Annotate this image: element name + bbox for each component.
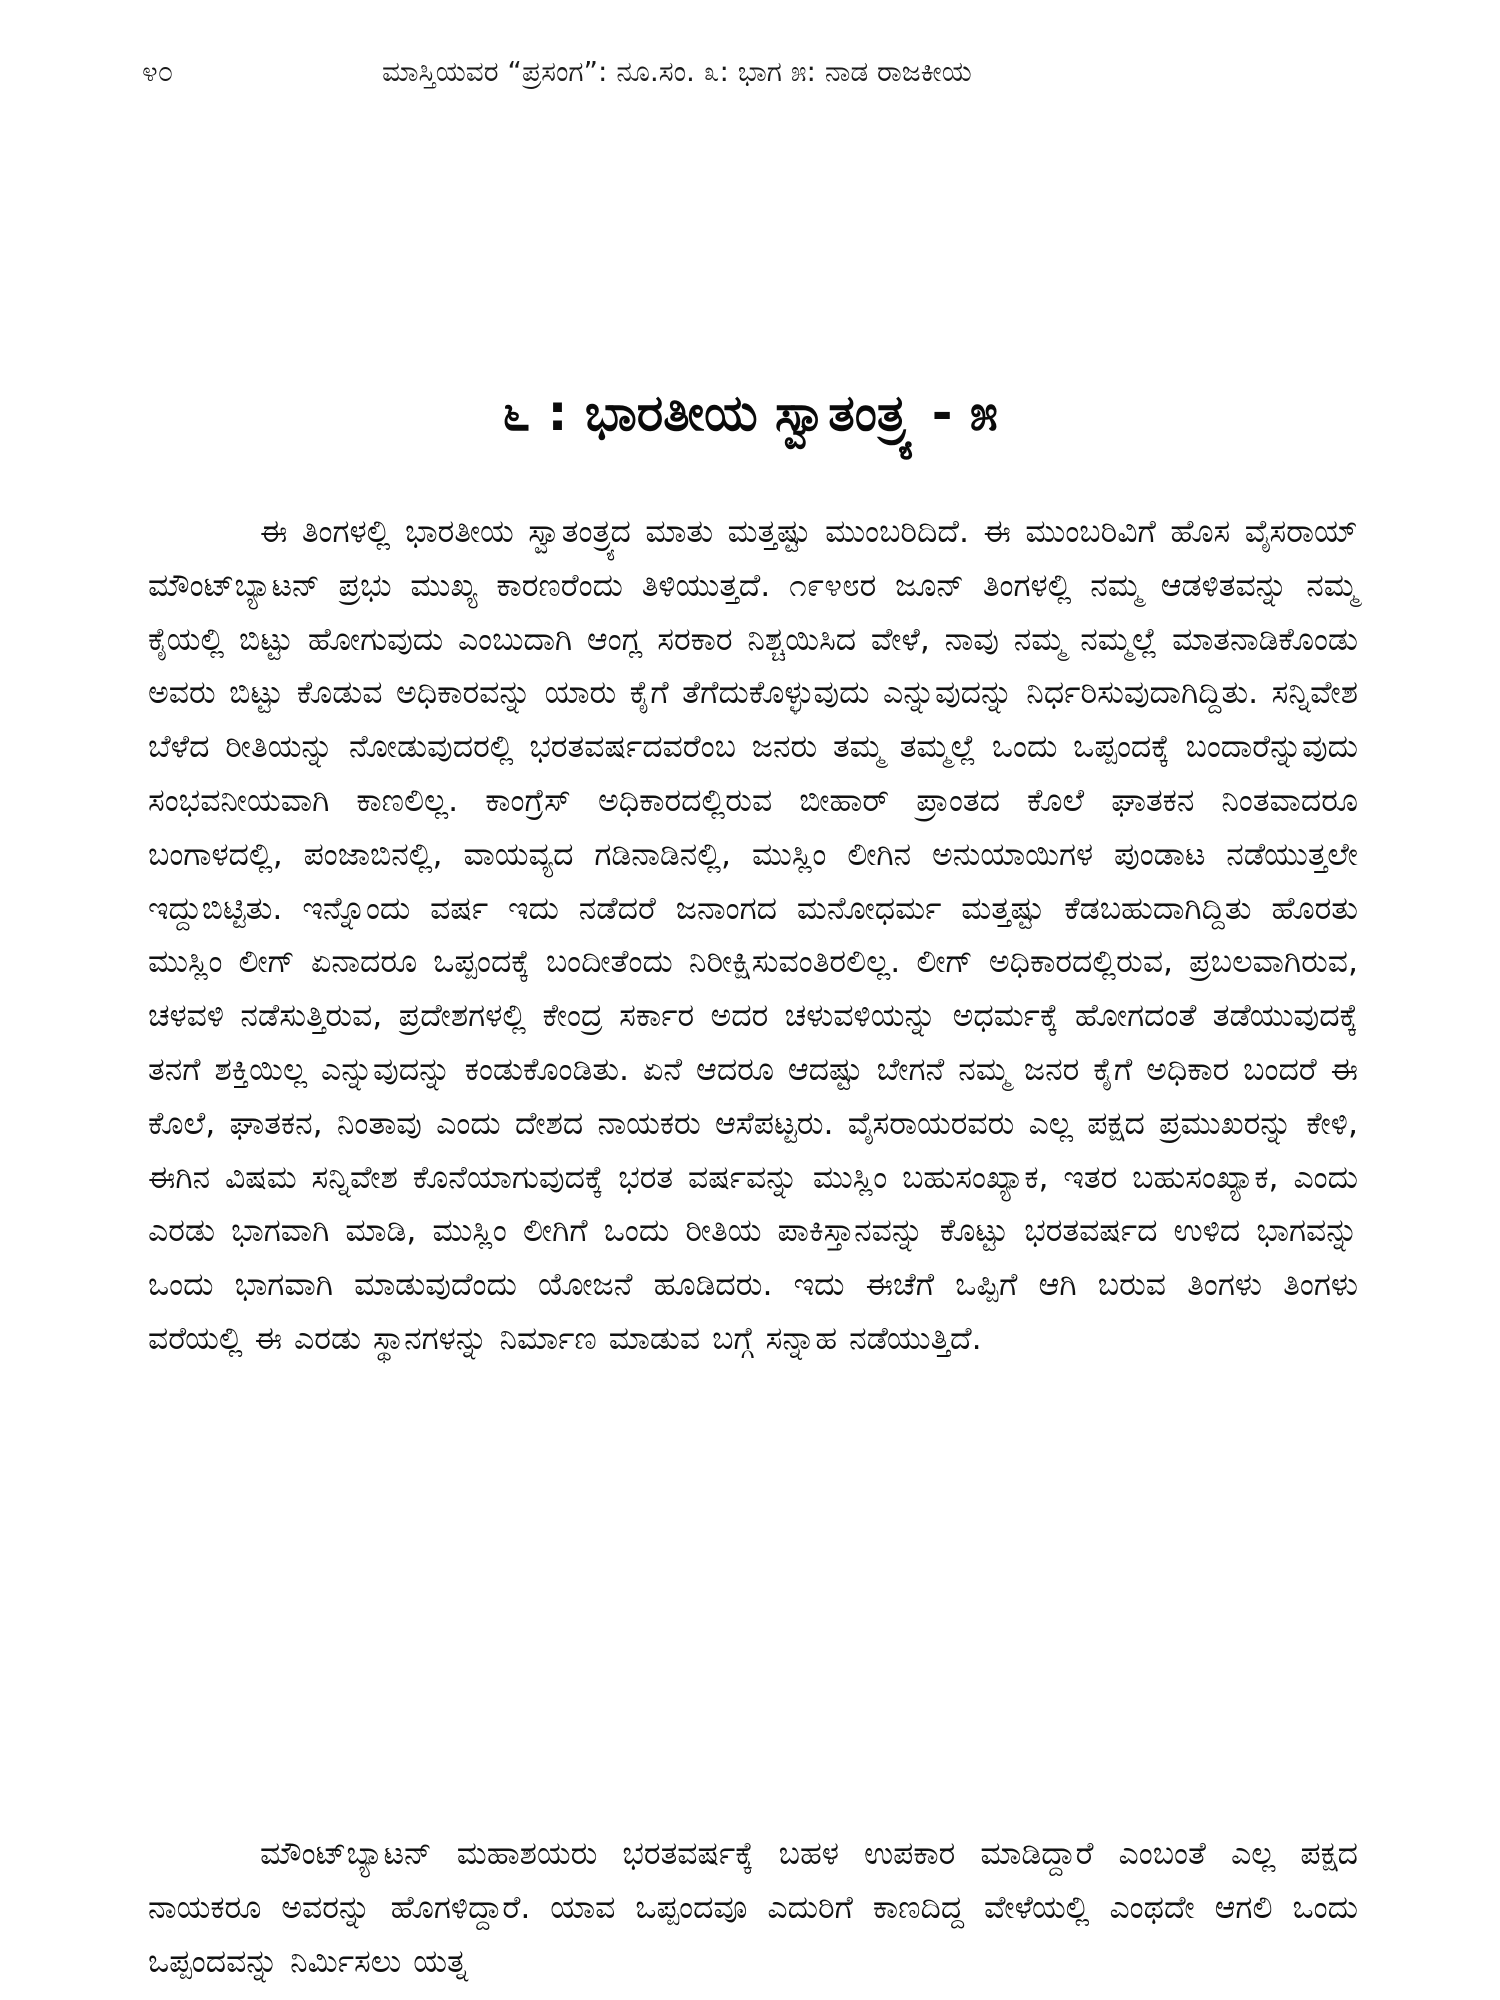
- page-number: ೪೦: [142, 55, 174, 88]
- running-head: ಮಾಸ್ತಿಯವರ “ಪ್ರಸಂಗ”: ನೂ.ಸಂ. ೩: ಭಾಗ ೫: ನಾಡ ರಾಜಕೀಯ: [382, 55, 972, 88]
- body-paragraph-1: ಈ ತಿಂಗಳಲ್ಲಿ ಭಾರತೀಯ ಸ್ವಾತಂತ್ರ್ಯದ ಮಾತು ಮತ್ತಷ್ಟು ಮುಂಬರಿದಿದೆ. ಈ ಮುಂಬರಿವಿಗೆ ಹೊಸ ವೈಸರಾಯ್ ಮೌಂಟ್‌ಬ್ಯಾಟನ್ ಪ್ರಭು ಮುಖ್ಯ ಕಾರಣರೆಂದು ತಿಳಿಯುತ್ತದೆ. ೧೯೪೮ರ ಜೂನ್ ತಿಂಗಳಲ್ಲಿ ನಮ್ಮ ಆಡಳಿತವನ್ನು ನಮ್ಮ ಕೈಯಲ್ಲಿ ಬಿಟ್ಟು ಹೋಗುವುದು ಎಂಬುದಾಗಿ ಆಂಗ್ಲ ಸರಕಾರ ನಿಶ್ಚಯಿಸಿದ ವೇಳೆ, ನಾವು ನಮ್ಮ ನಮ್ಮಲ್ಲೆ ಮಾತನಾಡಿಕೊಂಡು ಅವರು ಬಿಟ್ಟು ಕೊಡುವ ಅಧಿಕಾರವನ್ನು ಯಾರು ಕೈಗೆ ತೆಗೆದುಕೊಳ್ಳುವುದು ಎನ್ನುವುದನ್ನು ನಿರ್ಧರಿಸುವುದಾಗಿದ್ದಿತು. ಸನ್ನಿವೇಶ ಬೆಳೆದ ರೀತಿಯನ್ನು ನೋಡುವುದರಲ್ಲಿ ಭರತವರ್ಷದವರೆಂಬ ಜನರು ತಮ್ಮ ತಮ್ಮಲ್ಲೆ ಒಂದು ಒಪ್ಪಂದಕ್ಕೆ ಬಂದಾರೆನ್ನುವುದು ಸಂಭವನೀಯವಾಗಿ ಕಾಣಲಿಲ್ಲ. ಕಾಂಗ್ರೆಸ್ ಅಧಿಕಾರದಲ್ಲಿರುವ ಬೀಹಾರ್ ಪ್ರಾಂತದ ಕೊಲೆ ಘಾತಕನ ನಿಂತವಾದರೂ ಬಂಗಾಳದಲ್ಲಿ, ಪಂಜಾಬಿನಲ್ಲಿ, ವಾಯವ್ಯದ ಗಡಿನಾಡಿನಲ್ಲಿ, ಮುಸ್ಲಿಂ ಲೀಗಿನ ಅನುಯಾಯಿಗಳ ಪುಂಡಾಟ ನಡೆಯುತ್ತಲೇ ಇದ್ದುಬಿಟ್ಟಿತು. ಇನ್ನೊಂದು ವರ್ಷ ಇದು ನಡೆದರೆ ಜನಾಂಗದ ಮನೋಧರ್ಮ ಮತ್ತಷ್ಟು ಕೆಡಬಹುದಾಗಿದ್ದಿತು ಹೊರತು ಮುಸ್ಲಿಂ ಲೀಗ್ ಏನಾದರೂ ಒಪ್ಪಂದಕ್ಕೆ ಬಂದೀತೆಂದು ನಿರೀಕ್ಷಿಸುವಂತಿರಲಿಲ್ಲ. ಲೀಗ್ ಅಧಿಕಾರದಲ್ಲಿರುವ, ಪ್ರಬಲವಾಗಿರುವ, ಚಳವಳಿ ನಡೆಸುತ್ತಿರುವ, ಪ್ರದೇಶಗಳಲ್ಲಿ ಕೇಂದ್ರ ಸರ್ಕಾರ ಅದರ ಚಳುವಳಿಯನ್ನು ಅಧರ್ಮಕ್ಕೆ ಹೋಗದಂತೆ ತಡೆಯುವುದಕ್ಕೆ ತನಗೆ ಶಕ್ತಿಯಿಲ್ಲ ಎನ್ನುವುದನ್ನು ಕಂಡುಕೊಂಡಿತು. ಏನೆ ಆದರೂ ಆದಷ್ಟು ಬೇಗನೆ ನಮ್ಮ ಜನರ ಕೈಗೆ ಅಧಿಕಾರ ಬಂದರೆ ಈ ಕೊಲೆ, ಘಾತಕನ, ನಿಂತಾವು ಎಂದು ದೇಶದ ನಾಯಕರು ಆಸೆಪಟ್ಟರು. ವೈಸರಾಯರವರು ಎಲ್ಲ ಪಕ್ಷದ ಪ್ರಮುಖರನ್ನು ಕೇಳಿ, ಈಗಿನ ವಿಷಮ ಸನ್ನಿವೇಶ ಕೊನೆಯಾಗುವುದಕ್ಕೆ ಭರತ ವರ್ಷವನ್ನು ಮುಸ್ಲಿಂ ಬಹುಸಂಖ್ಯಾಕ, ಇತರ ಬಹುಸಂಖ್ಯಾಕ, ಎಂದು ಎರಡು ಭಾಗವಾಗಿ ಮಾಡಿ, ಮುಸ್ಲಿಂ ಲೀಗಿಗೆ ಒಂದು ರೀತಿಯ ಪಾಕಿಸ್ತಾನವನ್ನು ಕೊಟ್ಟು ಭರತವರ್ಷದ ಉಳಿದ ಭಾಗವನ್ನು ಒಂದು ಭಾಗವಾಗಿ ಮಾಡುವುದೆಂದು ಯೋಜನೆ ಹೂಡಿದರು. ಇದು ಈಚೆಗೆ ಒಪ್ಪಿಗೆ ಆಗಿ ಬರುವ ತಿಂಗಳು ತಿಂಗಳು ವರೆಯಲ್ಲಿ ಈ ಎರಡು ಸ್ಥಾನಗಳನ್ನು ನಿರ್ಮಾಣ ಮಾಡುವ ಬಗ್ಗೆ ಸನ್ನಾಹ ನಡೆಯುತ್ತಿದೆ.: [148, 514, 1358, 1357]
- chapter-title: ೬ : ಭಾರತೀಯ ಸ್ವಾತಂತ್ರ್ಯ - ೫: [502, 384, 998, 442]
- page-header: [142, 52, 1372, 92]
- body-paragraph-2: ಮೌಂಟ್‌ಬ್ಯಾಟನ್ ಮಹಾಶಯರು ಭರತವರ್ಷಕ್ಕೆ ಬಹಳ ಉಪಕಾರ ಮಾಡಿದ್ದಾರೆ ಎಂಬಂತೆ ಎಲ್ಲ ಪಕ್ಷದ ನಾಯಕರೂ ಅವರನ್ನು ಹೊಗಳಿದ್ದಾರೆ. ಯಾವ ಒಪ್ಪಂದವೂ ಎದುರಿಗೆ ಕಾಣದಿದ್ದ ವೇಳೆಯಲ್ಲಿ ಎಂಥದೇ ಆಗಲಿ ಒಂದು ಒಪ್ಪಂದವನ್ನು ನಿರ್ಮಿಸಲು ಯತ್ನ: [148, 1836, 1358, 1980]
